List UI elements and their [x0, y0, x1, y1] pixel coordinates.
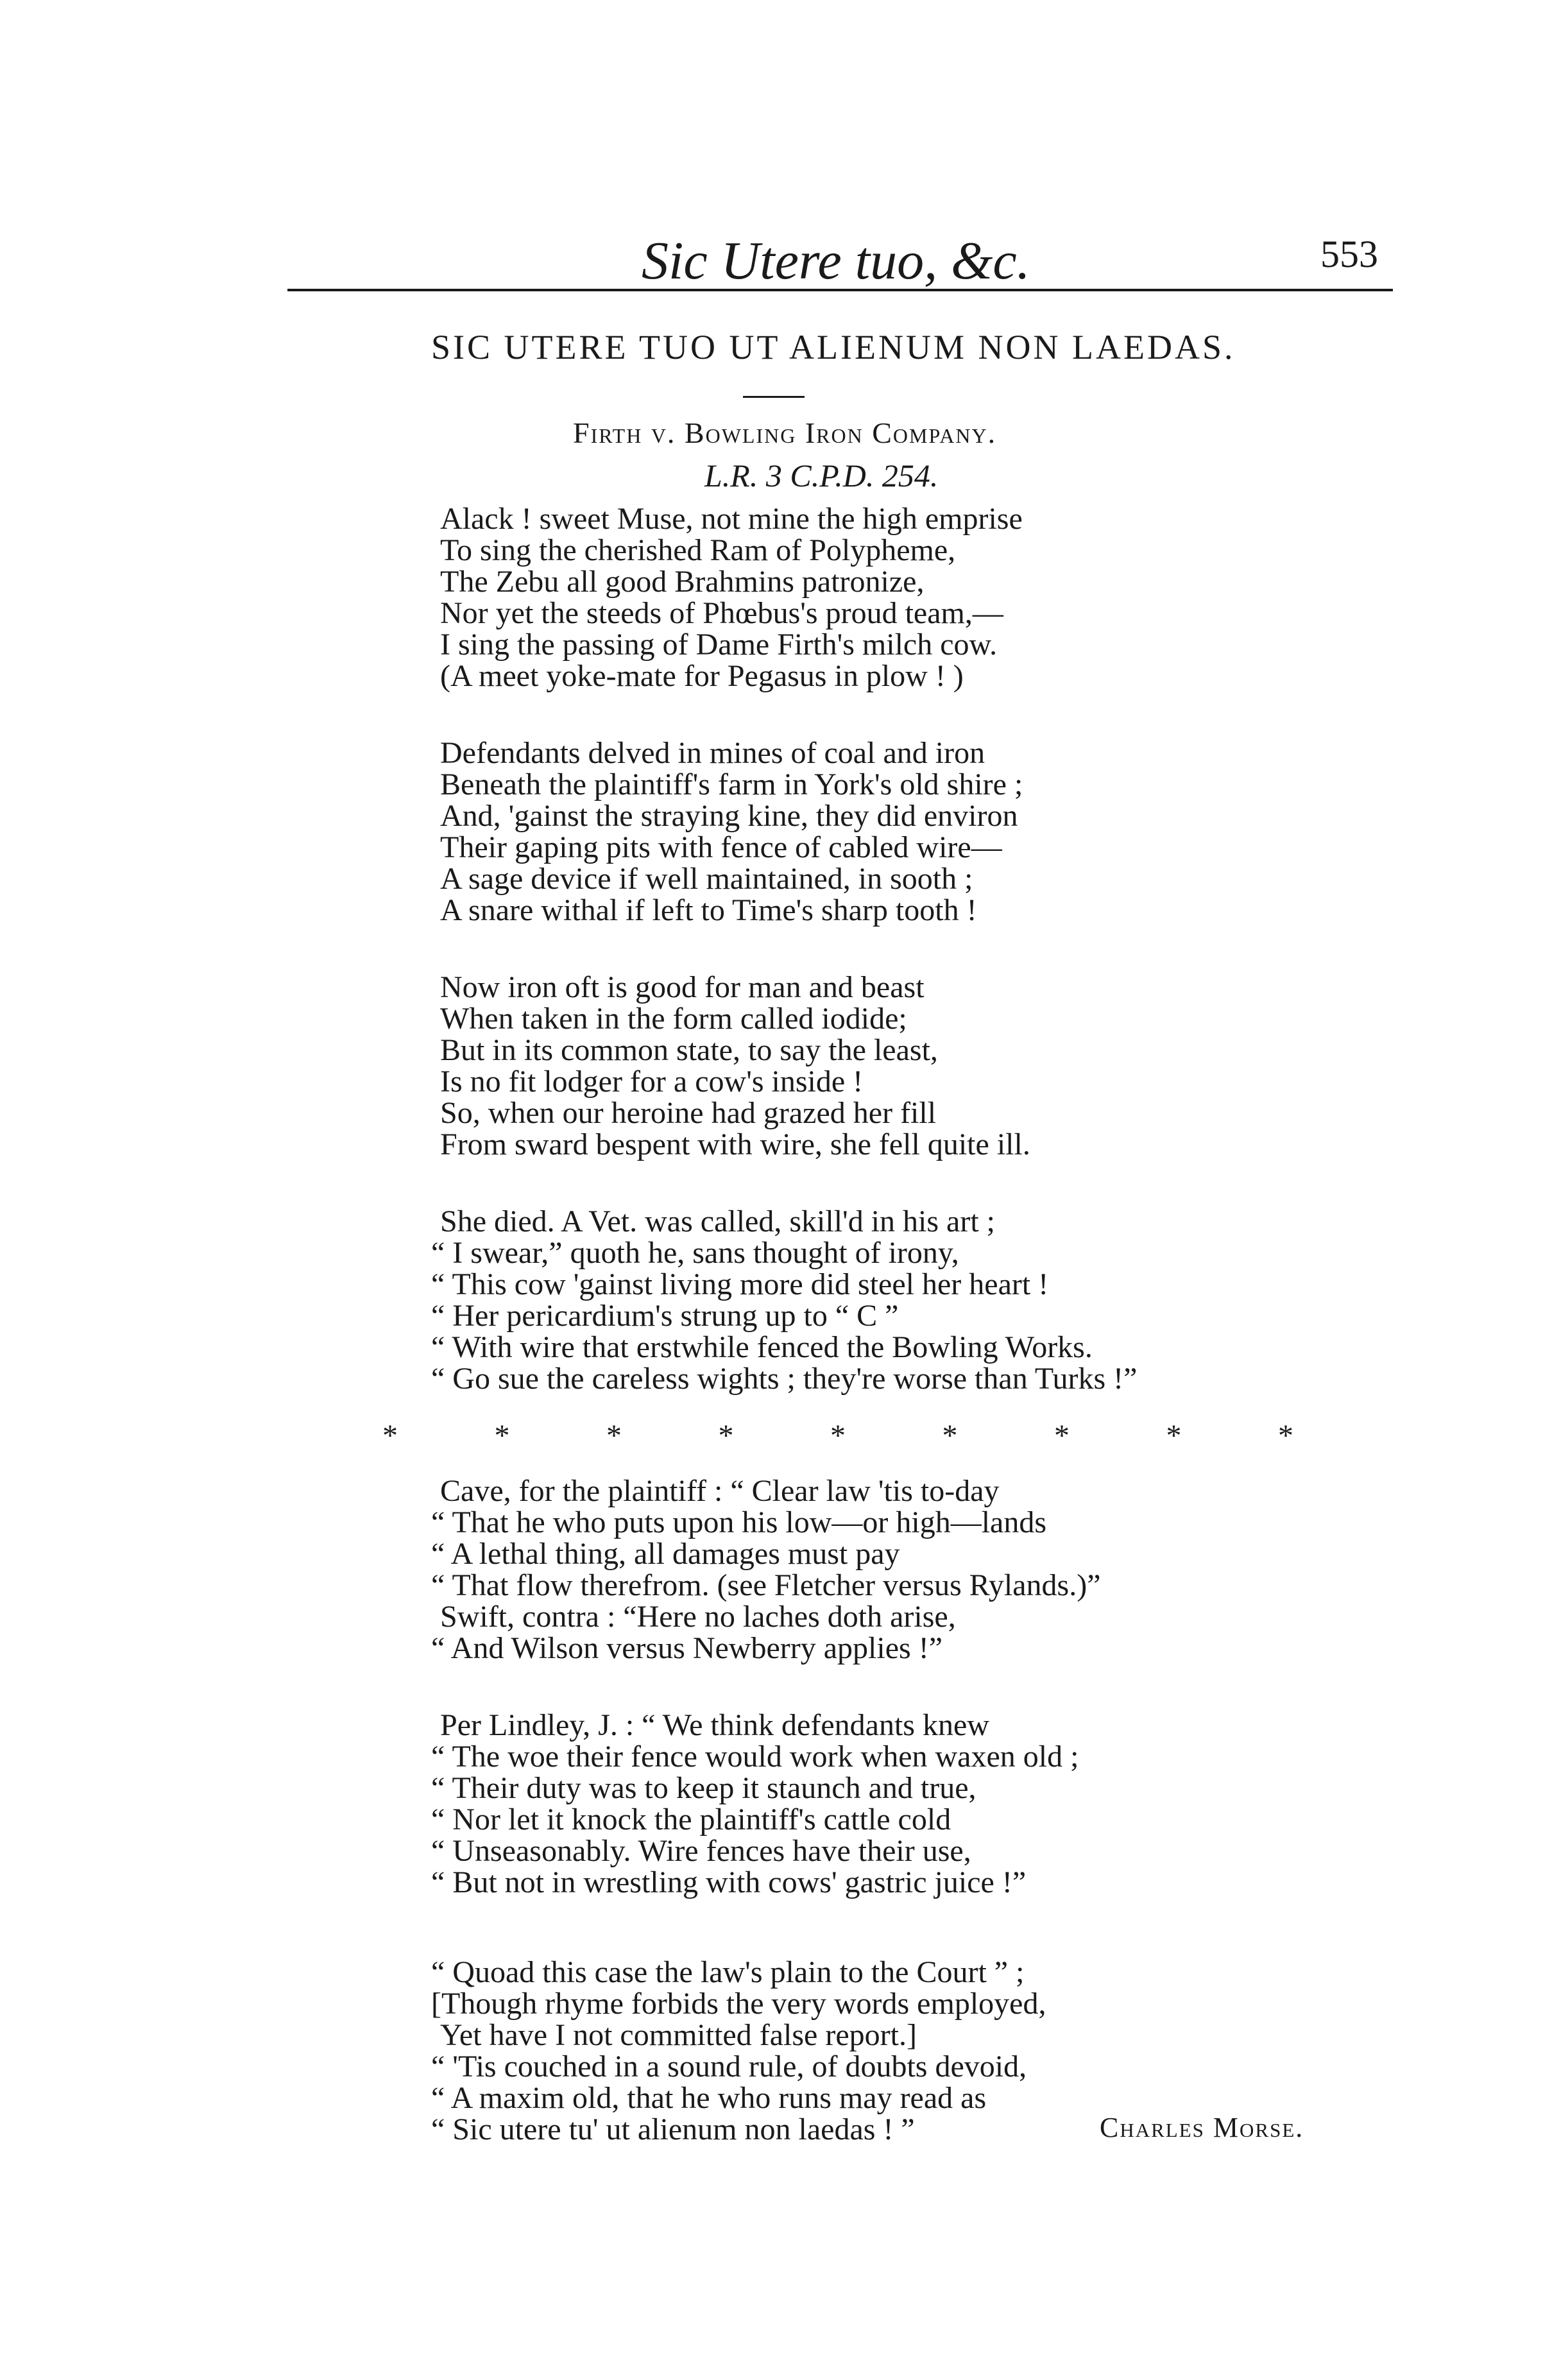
separator-star: * — [942, 1419, 958, 1453]
verse-line: Now iron oft is good for man and beast — [440, 970, 925, 1004]
verse-line: “ Go sue the careless wights ; they're worse than Turks !” — [431, 1362, 1138, 1396]
verse-line: From sward bespent with wire, she fell quite ill. — [440, 1127, 1030, 1161]
verse-line: The Zebu all good Brahmins patronize, — [440, 565, 925, 599]
verse-line: “ That flow therefrom. (see Fletcher versus Rylands.)” — [431, 1568, 1101, 1602]
verse-line: Swift, contra : “Here no laches doth arise, — [440, 1600, 956, 1634]
verse-line: “ I swear,” quoth he, sans thought of irony, — [431, 1236, 959, 1270]
verse-line: A snare withal if left to Time's sharp tooth ! — [440, 893, 977, 927]
verse-line: “ With wire that erstwhile fenced the Bowling Works. — [431, 1330, 1093, 1364]
separator-star: * — [606, 1419, 622, 1453]
page-number: 553 — [1320, 233, 1378, 275]
verse-line: She died. A Vet. was called, skill'd in his art ; — [440, 1204, 996, 1238]
author-signature: Charles Morse. — [1100, 2112, 1304, 2143]
verse-line: Beneath the plaintiff's farm in York's old shire ; — [440, 767, 1023, 801]
case-name: Firth v. Bowling Iron Company. — [573, 416, 997, 449]
separator-star: * — [382, 1419, 398, 1453]
verse-line: “ Unseasonably. Wire fences have their use, — [431, 1834, 971, 1868]
verse-line: “ Her pericardium's strung up to “ C ” — [431, 1299, 899, 1333]
article-title: SIC UTERE TUO UT ALIENUM NON LAEDAS. — [431, 328, 1236, 366]
title-divider — [743, 396, 805, 398]
separator-star: * — [1166, 1419, 1182, 1453]
verse-line: “ And Wilson versus Newberry applies !” — [431, 1631, 942, 1665]
verse-line: To sing the cherished Ram of Polypheme, — [440, 533, 956, 567]
verse-line: “ Their duty was to keep it staunch and true, — [431, 1771, 976, 1805]
separator-star: * — [1278, 1419, 1293, 1453]
verse-line: Yet have I not committed false report.] — [440, 2018, 917, 2052]
verse-line: “ Quoad this case the law's plain to the Court ” ; — [431, 1955, 1025, 1989]
verse-line: “ But not in wrestling with cows' gastric juice !” — [431, 1865, 1027, 1899]
verse-line: [Though rhyme forbids the very words employed, — [431, 1987, 1046, 2021]
verse-line: I sing the passing of Dame Firth's milch cow. — [440, 628, 998, 662]
section-separator — [382, 1418, 1293, 1453]
separator-star: * — [718, 1419, 734, 1453]
verse-line: Defendants delved in mines of coal and iron — [440, 736, 985, 770]
verse-line: “ That he who puts upon his low—or high—lands — [431, 1505, 1047, 1539]
case-citation: L.R. 3 C.P.D. 254. — [704, 458, 939, 493]
running-title: Sic Utere tuo, &c. — [642, 231, 1030, 291]
verse-line: Is no fit lodger for a cow's inside ! — [440, 1065, 864, 1099]
separator-star: * — [494, 1419, 510, 1453]
verse-line: When taken in the form called iodide; — [440, 1002, 907, 1036]
verse-line: Nor yet the steeds of Phœbus's proud team,— — [440, 596, 1003, 630]
verse-line: Per Lindley, J. : “ We think defendants knew — [440, 1708, 989, 1742]
verse-line: (A meet yoke-mate for Pegasus in plow ! ) — [440, 659, 964, 693]
verse-line: “ Sic utere tu' ut alienum non laedas ! ” — [431, 2112, 915, 2146]
verse-line: “ Nor let it knock the plaintiff's cattle cold — [431, 1802, 951, 1836]
verse-line: “ A maxim old, that he who runs may read as — [431, 2081, 987, 2115]
verse-line: And, 'gainst the straying kine, they did environ — [440, 799, 1018, 833]
verse-line: Cave, for the plaintiff : “ Clear law 'tis to-day — [440, 1474, 1000, 1508]
verse-line: So, when our heroine had grazed her fill — [440, 1096, 937, 1130]
verse-line: But in its common state, to say the least, — [440, 1033, 938, 1067]
verse-line: A sage device if well maintained, in sooth ; — [440, 862, 973, 896]
separator-star: * — [1054, 1419, 1070, 1453]
separator-star: * — [830, 1419, 846, 1453]
verse-line: “ A lethal thing, all damages must pay — [431, 1537, 900, 1571]
verse-line: Their gaping pits with fence of cabled wire— — [440, 830, 1002, 864]
header-rule — [287, 289, 1393, 291]
verse-line: “ The woe their fence would work when waxen old ; — [431, 1740, 1079, 1774]
verse-line: “ 'Tis couched in a sound rule, of doubts devoid, — [431, 2050, 1027, 2084]
verse-line: “ This cow 'gainst living more did steel her heart ! — [431, 1267, 1049, 1301]
verse-line: Alack ! sweet Muse, not mine the high emprise — [440, 502, 1023, 536]
